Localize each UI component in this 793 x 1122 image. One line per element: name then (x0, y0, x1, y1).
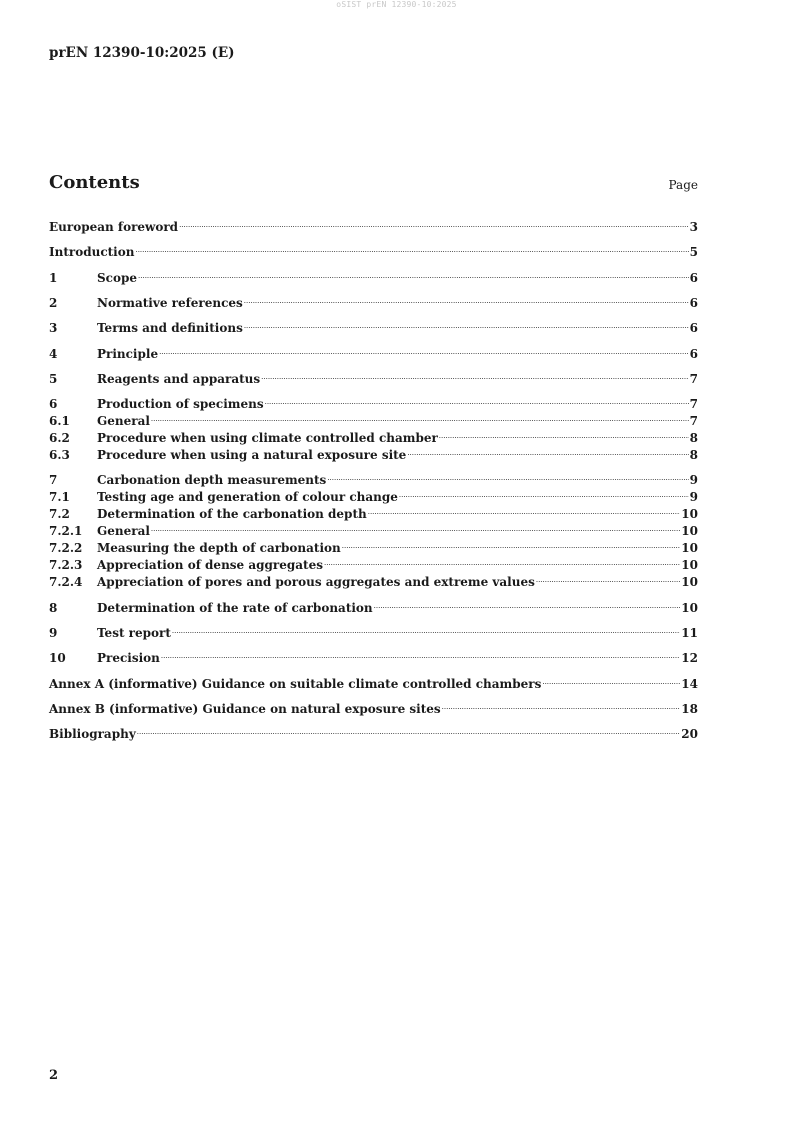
toc-entry[interactable] (49, 621, 698, 640)
toc-leader (151, 409, 689, 425)
toc-leader (172, 621, 680, 637)
toc-entry[interactable] (49, 722, 698, 741)
toc-entry[interactable] (49, 485, 698, 504)
toc-entry-page: 10 (681, 575, 698, 589)
toc-entry-title: General (97, 414, 150, 428)
toc-entry-page: 6 (689, 347, 698, 361)
toc-entry-title: Production of specimens (97, 397, 264, 411)
toc-entry-number: 1 (49, 271, 58, 285)
toc-entry-page: 10 (681, 601, 698, 615)
toc-entry-number: 10 (49, 651, 66, 665)
toc-entry-number: 6.2 (49, 431, 70, 445)
toc-leader (159, 342, 689, 358)
toc-entry-number: 7.2.1 (49, 524, 83, 538)
toc-entry-title: Determination of the rate of carbonation (97, 601, 373, 615)
toc-entry-number: 7.2.3 (49, 558, 83, 572)
toc-entry-title: Scope (97, 271, 138, 285)
toc-entry-number: 6 (49, 397, 58, 411)
toc-leader (342, 536, 681, 552)
toc-entry-number: 9 (49, 626, 58, 640)
page-number: 2 (49, 1068, 59, 1083)
toc-entry[interactable] (49, 672, 698, 691)
toc-entry-title: Measuring the depth of carbonation (97, 541, 341, 555)
toc-entry-title: Procedure when using climate controlled chamber (97, 431, 438, 445)
toc-leader (374, 596, 681, 612)
toc-entry-page: 8 (689, 448, 698, 462)
toc-entry-title: Annex A (informative) Guidance on suitable climate controlled chambers (49, 677, 542, 691)
toc-entry-page: 8 (689, 431, 698, 445)
toc-leader (368, 502, 681, 518)
toc-entry-page: 10 (681, 558, 698, 572)
contents-heading: Contents (49, 172, 140, 193)
toc-entry-title: Appreciation of dense aggregates (97, 558, 323, 572)
toc-entry[interactable] (49, 502, 698, 521)
toc-leader (261, 367, 689, 383)
toc-entry-page: 7 (689, 372, 698, 386)
toc-entry-title: Test report (97, 626, 171, 640)
toc-entry-number: 7.1 (49, 490, 70, 504)
toc-entry-title: European foreword (49, 220, 179, 234)
toc-entry-number: 6.1 (49, 414, 70, 428)
toc-entry-page: 14 (681, 677, 698, 691)
toc-entry-title: Reagents and apparatus (97, 372, 261, 386)
toc-entry[interactable] (49, 519, 698, 538)
document-id: prEN 12390-10:2025 (E) (49, 45, 235, 61)
toc-entry-page: 7 (689, 397, 698, 411)
toc-leader (265, 392, 689, 408)
toc-entry-number: 6.3 (49, 448, 70, 462)
toc-entry-title: Terms and definitions (97, 321, 243, 335)
toc-entry-page: 3 (689, 220, 698, 234)
toc-entry-page: 9 (689, 490, 698, 504)
toc-leader (151, 519, 680, 535)
toc-leader (442, 697, 681, 713)
toc-entry[interactable] (49, 266, 698, 285)
toc-entry-page: 6 (689, 296, 698, 310)
toc-entry[interactable] (49, 367, 698, 386)
toc-entry-title: Appreciation of pores and porous aggregates and extreme values (97, 575, 535, 589)
toc-entry-title: Testing age and generation of colour change (97, 490, 398, 504)
toc-leader (327, 468, 688, 484)
toc-entry-title: Procedure when using a natural exposure site (97, 448, 407, 462)
toc-leader (407, 443, 688, 459)
toc-entry-number: 4 (49, 347, 58, 361)
toc-leader (244, 291, 689, 307)
watermark: oSIST prEN 12390-10:2025 (336, 0, 457, 9)
toc-entry-page: 10 (681, 524, 698, 538)
toc-leader (542, 672, 680, 688)
toc-leader (244, 316, 689, 332)
toc-entry-number: 8 (49, 601, 58, 615)
toc-entry-title: Annex B (informative) Guidance on natural exposure sites (49, 702, 441, 716)
toc-entry[interactable] (49, 536, 698, 555)
toc-entry[interactable] (49, 570, 698, 589)
toc-leader (138, 266, 689, 282)
toc-entry-title: Precision (97, 651, 160, 665)
toc-entry-page: 9 (689, 473, 698, 487)
toc-leader (324, 553, 680, 569)
toc-entry-title: Normative references (97, 296, 243, 310)
page-column-label: Page (668, 178, 698, 192)
toc-entry-number: 7 (49, 473, 58, 487)
toc-entry-page: 6 (689, 321, 698, 335)
toc-entry-number: 7.2 (49, 507, 70, 521)
toc-entry-title: Bibliography (49, 727, 136, 741)
toc-entry-number: 7.2.2 (49, 541, 83, 555)
toc-entry-number: 2 (49, 296, 58, 310)
toc-entry[interactable] (49, 697, 698, 716)
toc-entry-page: 11 (681, 626, 698, 640)
toc-leader (135, 240, 688, 256)
toc-entry-title: Introduction (49, 245, 135, 259)
toc-leader (399, 485, 689, 501)
toc-entry[interactable] (49, 646, 698, 665)
toc-leader (179, 215, 689, 231)
toc-leader (161, 646, 680, 662)
toc-entry-number: 3 (49, 321, 58, 335)
toc-entry[interactable] (49, 392, 698, 411)
toc-entry[interactable] (49, 291, 698, 310)
toc-entry[interactable] (49, 215, 698, 234)
toc-entry[interactable] (49, 240, 698, 259)
toc-leader (439, 426, 689, 442)
toc-entry[interactable] (49, 316, 698, 335)
toc-entry-title: Carbonation depth measurements (97, 473, 327, 487)
toc-entry[interactable] (49, 426, 698, 445)
toc-entry-number: 5 (49, 372, 58, 386)
toc-entry-page: 6 (689, 271, 698, 285)
toc-entry[interactable] (49, 553, 698, 572)
toc-entry[interactable] (49, 342, 698, 361)
toc-entry[interactable] (49, 443, 698, 462)
toc-entry-page: 18 (681, 702, 698, 716)
toc-entry-page: 5 (689, 245, 698, 259)
toc-entry[interactable] (49, 409, 698, 428)
toc-entry-page: 20 (681, 727, 698, 741)
toc-entry-page: 7 (689, 414, 698, 428)
toc-entry-title: General (97, 524, 150, 538)
toc-entry-title: Principle (97, 347, 159, 361)
toc-entry[interactable] (49, 468, 698, 487)
toc-entry-title: Determination of the carbonation depth (97, 507, 367, 521)
toc-entry-page: 10 (681, 507, 698, 521)
toc-leader (536, 570, 680, 586)
toc-entry-page: 12 (681, 651, 698, 665)
toc-entry[interactable] (49, 596, 698, 615)
toc-entry-page: 10 (681, 541, 698, 555)
toc-entry-number: 7.2.4 (49, 575, 83, 589)
toc-leader (137, 722, 681, 738)
